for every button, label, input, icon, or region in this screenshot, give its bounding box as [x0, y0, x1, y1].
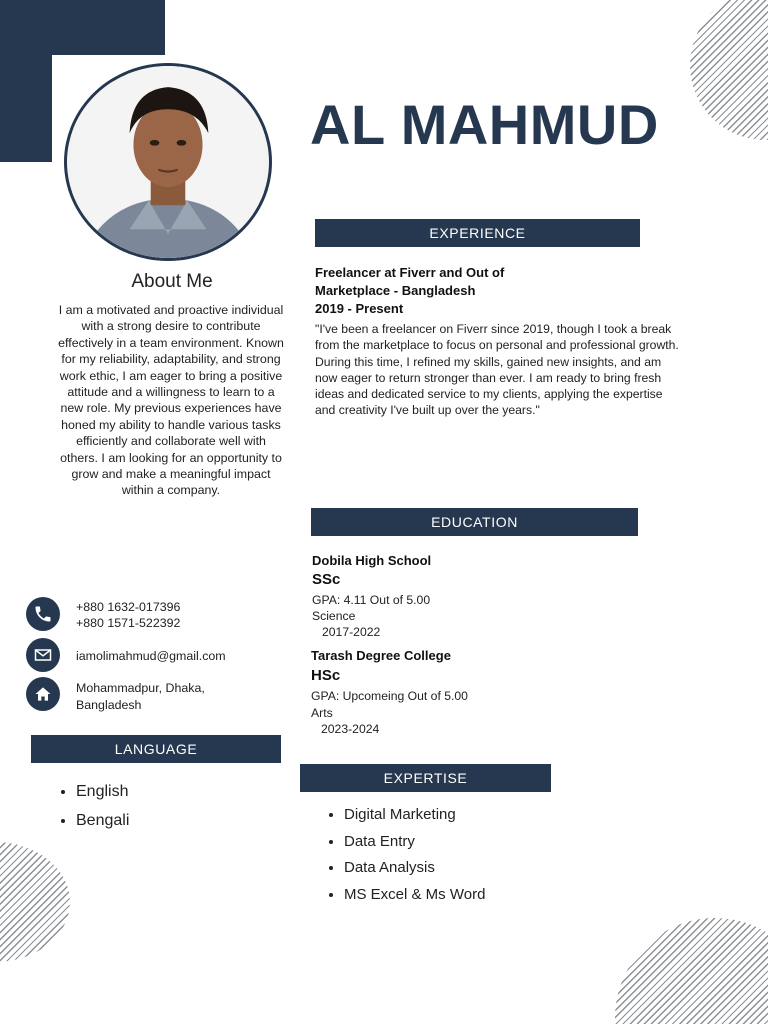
- language-header: LANGUAGE: [31, 735, 281, 763]
- expertise-list: [324, 802, 485, 908]
- education-header: EDUCATION: [311, 508, 638, 536]
- phone-glyph: [33, 604, 53, 624]
- phone-primary: +880 1632-017396: [76, 600, 181, 614]
- job-title-line-2: Marketplace - Bangladesh: [315, 283, 476, 298]
- mail-icon: [26, 638, 60, 672]
- home-glyph: [33, 684, 53, 704]
- profile-photo: [64, 63, 272, 261]
- education-gpa: GPA: 4.11 Out of 5.00: [312, 593, 431, 607]
- address-line-2: Bangladesh: [76, 698, 142, 712]
- education-group: Science: [312, 609, 356, 623]
- address-line-1: Mohammadpur, Dhaka,: [76, 681, 205, 695]
- education-degree: SSc: [312, 571, 341, 588]
- job-description: "I've been a freelancer on Fiverr since 2019, though I took a break from the marketplace to focus on personal and professional growth. During this time, I refined my skills, gained new insights, and am now eager to return stronger than ever. I am ready to bring fresh ideas and dedicated service to my clients, applying the expertise and creativity I've built up over the years.": [315, 322, 679, 418]
- expertise-item: • Data Analysis: [344, 855, 485, 882]
- phone-icon: [26, 597, 60, 631]
- email-address: iamolimahmud@gmail.com: [76, 649, 226, 663]
- expertise-header: EXPERTISE: [300, 764, 551, 792]
- expertise-item: • Data Entry: [344, 829, 485, 856]
- hatched-circle-bottom-right: [615, 918, 768, 1024]
- home-icon: [26, 677, 60, 711]
- about-title: About Me: [131, 271, 213, 292]
- hatched-circle-top-right: [690, 0, 768, 140]
- education-degree: HSc: [311, 667, 341, 684]
- phone-secondary: +880 1571-522392: [76, 616, 181, 630]
- hatched-circle-bottom-left: [0, 842, 70, 962]
- applicant-name: AL MAHMUD: [310, 93, 659, 156]
- education-school: Tarash Degree College: [311, 648, 451, 663]
- education-years: 2023-2024: [321, 722, 380, 736]
- mail-glyph: [33, 645, 53, 665]
- education-school: Dobila High School: [312, 553, 432, 568]
- experience-header: EXPERIENCE: [315, 219, 640, 247]
- about-text: I am a motivated and proactive individual with a strong desire to contribute effectively in a team environment. Known for my reliability, adaptability, and strong work ethic, I am eager to bring a positive attitude and a willingness to learn to a new role. My previous experiences have honed my ability to handle various tasks efficiently and collaborate well with others. I am looking for an opportunity to grow and make a meaningful impact within a company.: [58, 303, 284, 498]
- profile-photo-illustration: [67, 66, 269, 258]
- job-title: [315, 264, 575, 318]
- expertise-item: • MS Excel & Ms Word: [344, 882, 485, 909]
- education-group: Arts: [311, 706, 333, 720]
- language-list: [56, 778, 129, 835]
- language-item: • English: [76, 778, 129, 807]
- expertise-item: • Digital Marketing: [344, 802, 485, 829]
- job-period: 2019 - Present: [315, 301, 404, 316]
- education-years: 2017-2022: [322, 625, 381, 639]
- education-gpa: GPA: Upcomeing Out of 5.00: [311, 689, 468, 703]
- job-title-line-1: Freelancer at Fiverr and Out of: [315, 265, 505, 280]
- language-item: • Bengali: [76, 807, 129, 836]
